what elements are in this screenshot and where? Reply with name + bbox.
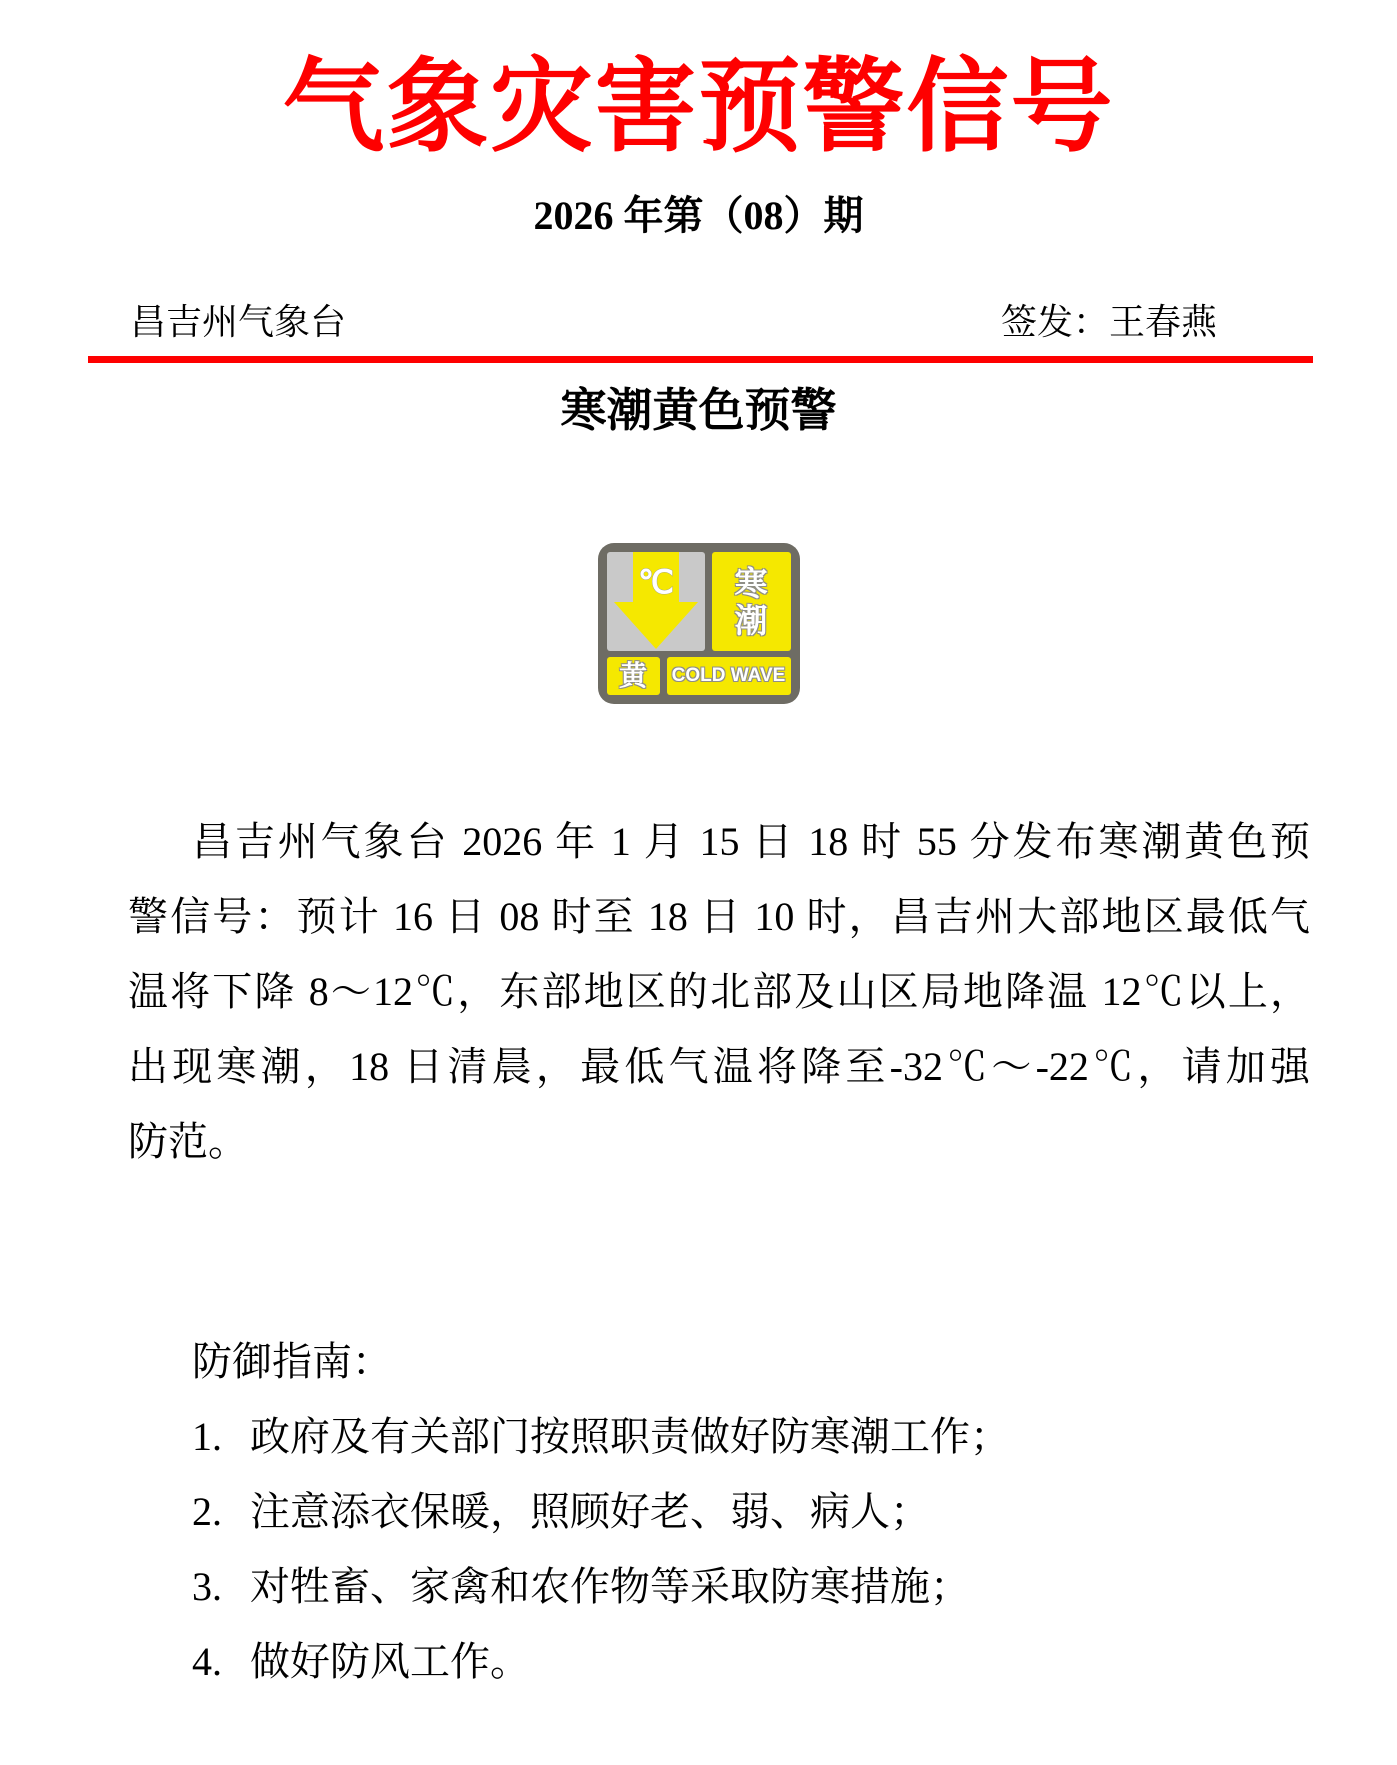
paragraph-line: 防范。	[128, 1119, 248, 1165]
document-title: 气象灾害预警信号	[282, 52, 1115, 165]
guide-item	[128, 1549, 1310, 1624]
level-label: 黄	[618, 660, 647, 692]
guide-item-text: 做好防风工作。	[250, 1639, 530, 1685]
paragraph-line: 昌吉州气象台 2026 年 1 月 15 日 18 时 55 分发布寒潮黄色预	[192, 819, 1310, 865]
cold-wave-yellow-warning-icon	[598, 543, 800, 704]
header-row	[130, 301, 1217, 344]
hazard-char-top: 寒	[734, 564, 768, 602]
paragraph-line: 温将下降 8～12℃，东部地区的北部及山区局地降温 12℃以上，	[128, 969, 1310, 1015]
paragraph-line: 出现寒潮，18 日清晨，最低气温将降至-32℃～-22℃，请加强	[128, 1044, 1310, 1090]
warning-subtitle: 寒潮黄色预警	[560, 385, 837, 437]
icon-english-panel	[667, 657, 791, 695]
celsius-symbol: ℃	[637, 564, 674, 601]
defense-guide-heading: 防御指南：	[192, 1339, 392, 1385]
hazard-char-bottom: 潮	[734, 601, 768, 639]
guide-item-text: 政府及有关部门按照职责做好防寒潮工作；	[250, 1414, 1010, 1460]
english-label: COLD WAVE	[671, 665, 786, 687]
guide-item-number: 4.	[192, 1639, 222, 1685]
icon-hazard-name-panel	[712, 552, 791, 651]
signer-name: 签发：王春燕	[1000, 302, 1217, 343]
red-divider-rule	[88, 356, 1313, 363]
icon-level-panel	[607, 657, 660, 695]
issue-number-line: 2026 年第（08）期	[533, 193, 864, 239]
issuing-agency: 昌吉州气象台	[130, 302, 347, 343]
defense-guide-section	[128, 1324, 1310, 1699]
paragraph-line: 警信号：预计 16 日 08 时至 18 日 10 时，昌吉州大部地区最低气	[128, 894, 1310, 940]
guide-item-number: 2.	[192, 1489, 222, 1535]
guide-item-number: 1.	[192, 1414, 222, 1460]
icon-bottom-row	[607, 657, 791, 695]
guide-item	[128, 1474, 1310, 1549]
guide-item-text: 注意添衣保暖，照顾好老、弱、病人；	[250, 1489, 930, 1535]
warning-body-paragraph	[128, 804, 1310, 1179]
guide-item	[128, 1624, 1310, 1699]
guide-item-number: 3.	[192, 1564, 222, 1610]
guide-item-text: 对牲畜、家禽和农作物等采取防寒措施；	[250, 1564, 970, 1610]
icon-top-row	[607, 552, 791, 651]
warning-icon-row	[0, 543, 1397, 704]
temperature-drop-arrow-icon	[607, 552, 705, 651]
guide-item	[128, 1399, 1310, 1474]
